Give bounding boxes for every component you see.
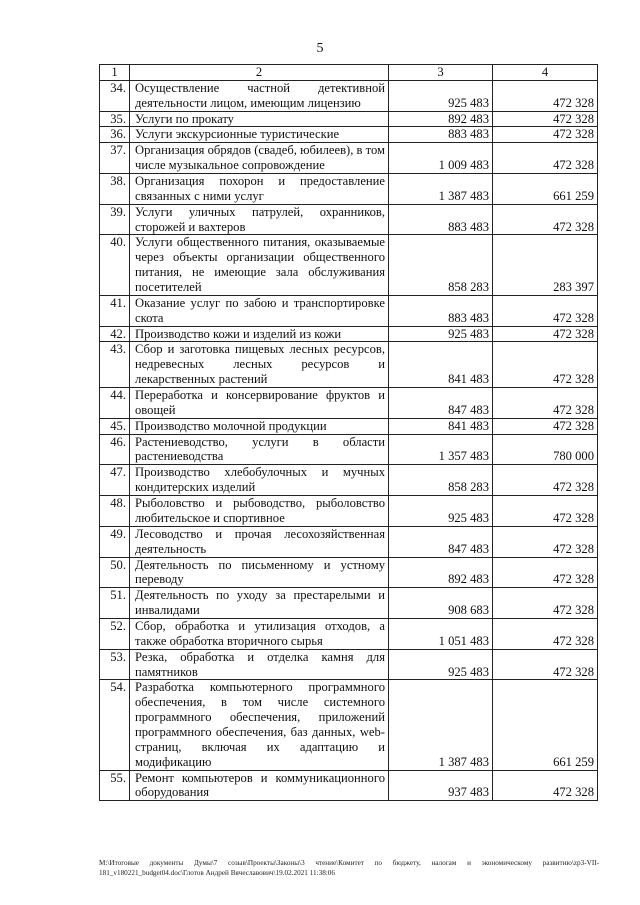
row-value-col4: 472 328 xyxy=(493,127,598,143)
table-row xyxy=(100,295,598,326)
row-description: Осуществление частной детективной деятельности лицом, имеющим лицензию xyxy=(130,80,389,111)
tariff-table xyxy=(99,64,598,801)
row-number: 34. xyxy=(100,80,130,111)
row-value-col4: 472 328 xyxy=(493,465,598,496)
table-row xyxy=(100,342,598,388)
row-value-col3: 1 357 483 xyxy=(389,434,493,465)
row-value-col3: 841 483 xyxy=(389,418,493,434)
row-value-col4: 472 328 xyxy=(493,204,598,235)
row-value-col4: 661 259 xyxy=(493,680,598,770)
row-number: 43. xyxy=(100,342,130,388)
table-row xyxy=(100,557,598,588)
row-value-col4: 472 328 xyxy=(493,618,598,649)
table-row xyxy=(100,649,598,680)
row-number: 47. xyxy=(100,465,130,496)
row-number: 44. xyxy=(100,388,130,419)
row-description: Организация похорон и предоставление связанных с ними услуг xyxy=(130,174,389,205)
column-header: 1 xyxy=(100,65,130,81)
row-value-col4: 283 397 xyxy=(493,235,598,295)
row-number: 49. xyxy=(100,526,130,557)
row-number: 38. xyxy=(100,174,130,205)
table-row xyxy=(100,127,598,143)
row-value-col3: 892 483 xyxy=(389,557,493,588)
row-value-col3: 1 387 483 xyxy=(389,174,493,205)
row-value-col3: 925 483 xyxy=(389,326,493,342)
row-value-col4: 472 328 xyxy=(493,526,598,557)
row-description: Лесоводство и прочая лесохозяйственная деятельность xyxy=(130,526,389,557)
table-row xyxy=(100,465,598,496)
row-number: 51. xyxy=(100,588,130,619)
row-value-col3: 1 051 483 xyxy=(389,618,493,649)
row-value-col4: 472 328 xyxy=(493,111,598,127)
row-description: Деятельность по письменному и устному переводу xyxy=(130,557,389,588)
row-description: Ремонт компьютеров и коммуникационного оборудования xyxy=(130,770,389,801)
row-value-col4: 472 328 xyxy=(493,588,598,619)
row-description: Разработка компьютерного программного обеспечения, в том числе системного программного обеспечения, приложений программного обеспечения, баз данных, web-страниц, включая их адаптацию и модификацию xyxy=(130,680,389,770)
row-value-col3: 925 483 xyxy=(389,496,493,527)
row-description: Растениеводство, услуги в области растениеводства xyxy=(130,434,389,465)
row-value-col3: 883 483 xyxy=(389,127,493,143)
row-number: 35. xyxy=(100,111,130,127)
row-value-col3: 908 683 xyxy=(389,588,493,619)
row-number: 36. xyxy=(100,127,130,143)
row-number: 41. xyxy=(100,295,130,326)
table-row xyxy=(100,618,598,649)
table-row xyxy=(100,143,598,174)
row-value-col3: 925 483 xyxy=(389,80,493,111)
row-description: Оказание услуг по забою и транспортировке скота xyxy=(130,295,389,326)
table-row xyxy=(100,204,598,235)
row-value-col4: 472 328 xyxy=(493,418,598,434)
row-value-col3: 892 483 xyxy=(389,111,493,127)
table-row xyxy=(100,434,598,465)
row-number: 52. xyxy=(100,618,130,649)
column-header: 4 xyxy=(493,65,598,81)
row-description: Производство кожи и изделий из кожи xyxy=(130,326,389,342)
row-value-col4: 472 328 xyxy=(493,649,598,680)
row-number: 50. xyxy=(100,557,130,588)
row-description: Сбор и заготовка пищевых лесных ресурсов, недревесных лесных ресурсов и лекарственных растений xyxy=(130,342,389,388)
row-number: 37. xyxy=(100,143,130,174)
page-number: 5 xyxy=(316,41,324,56)
table-row xyxy=(100,111,598,127)
row-description: Услуги уличных патрулей, охранников, сторожей и вахтеров xyxy=(130,204,389,235)
row-number: 46. xyxy=(100,434,130,465)
table-row xyxy=(100,80,598,111)
row-value-col3: 847 483 xyxy=(389,526,493,557)
row-description: Производство хлебобулочных и мучных кондитерских изделий xyxy=(130,465,389,496)
row-description: Производство молочной продукции xyxy=(130,418,389,434)
table-row xyxy=(100,496,598,527)
table-row xyxy=(100,418,598,434)
row-value-col4: 472 328 xyxy=(493,143,598,174)
row-number: 42. xyxy=(100,326,130,342)
row-value-col4: 472 328 xyxy=(493,295,598,326)
row-number: 39. xyxy=(100,204,130,235)
row-description: Деятельность по уходу за престарелыми и инвалидами xyxy=(130,588,389,619)
table-row xyxy=(100,174,598,205)
row-value-col4: 472 328 xyxy=(493,557,598,588)
row-value-col3: 883 483 xyxy=(389,295,493,326)
row-description: Организация обрядов (свадеб, юбилеев), в том числе музыкальное сопровождение xyxy=(130,143,389,174)
row-value-col4: 661 259 xyxy=(493,174,598,205)
row-value-col4: 472 328 xyxy=(493,80,598,111)
row-number: 53. xyxy=(100,649,130,680)
row-description: Переработка и консервирование фруктов и овощей xyxy=(130,388,389,419)
row-value-col4: 780 000 xyxy=(493,434,598,465)
row-description: Рыболовство и рыбоводство, рыболовство любительское и спортивное xyxy=(130,496,389,527)
row-number: 48. xyxy=(100,496,130,527)
row-value-col4: 472 328 xyxy=(493,326,598,342)
row-value-col3: 1 009 483 xyxy=(389,143,493,174)
row-value-col3: 841 483 xyxy=(389,342,493,388)
table-row xyxy=(100,770,598,801)
row-value-col4: 472 328 xyxy=(493,770,598,801)
row-value-col3: 883 483 xyxy=(389,204,493,235)
column-header: 2 xyxy=(130,65,389,81)
row-value-col4: 472 328 xyxy=(493,496,598,527)
table-row xyxy=(100,588,598,619)
table-row xyxy=(100,388,598,419)
row-number: 40. xyxy=(100,235,130,295)
row-number: 55. xyxy=(100,770,130,801)
table-row xyxy=(100,680,598,770)
row-description: Сбор, обработка и утилизация отходов, а также обработка вторичного сырья xyxy=(130,618,389,649)
column-header: 3 xyxy=(389,65,493,81)
table-row xyxy=(100,326,598,342)
table-row xyxy=(100,235,598,295)
row-value-col3: 1 387 483 xyxy=(389,680,493,770)
row-description: Услуги экскурсионные туристические xyxy=(130,127,389,143)
row-value-col4: 472 328 xyxy=(493,388,598,419)
table-header-row xyxy=(100,65,598,81)
row-number: 54. xyxy=(100,680,130,770)
row-value-col3: 847 483 xyxy=(389,388,493,419)
row-value-col3: 858 283 xyxy=(389,235,493,295)
row-description: Резка, обработка и отделка камня для памятников xyxy=(130,649,389,680)
row-value-col4: 472 328 xyxy=(493,342,598,388)
row-value-col3: 937 483 xyxy=(389,770,493,801)
row-value-col3: 925 483 xyxy=(389,649,493,680)
row-value-col3: 858 283 xyxy=(389,465,493,496)
row-number: 45. xyxy=(100,418,130,434)
row-description: Услуги общественного питания, оказываемые через объекты организации общественного питания, не имеющие зала обслуживания посетителей xyxy=(130,235,389,295)
file-path-footer: M:\Итоговые документы Думы\7 созыв\Проекты\Законы\3 чтение\Комитет по бюджету, налогам и экономическому развитию\zp3-VII-181_v180221_budget04.doc\Глотов Андрей Вячеславович\19.02.2021 11:38:06 xyxy=(99,859,599,877)
row-description: Услуги по прокату xyxy=(130,111,389,127)
table-row xyxy=(100,526,598,557)
